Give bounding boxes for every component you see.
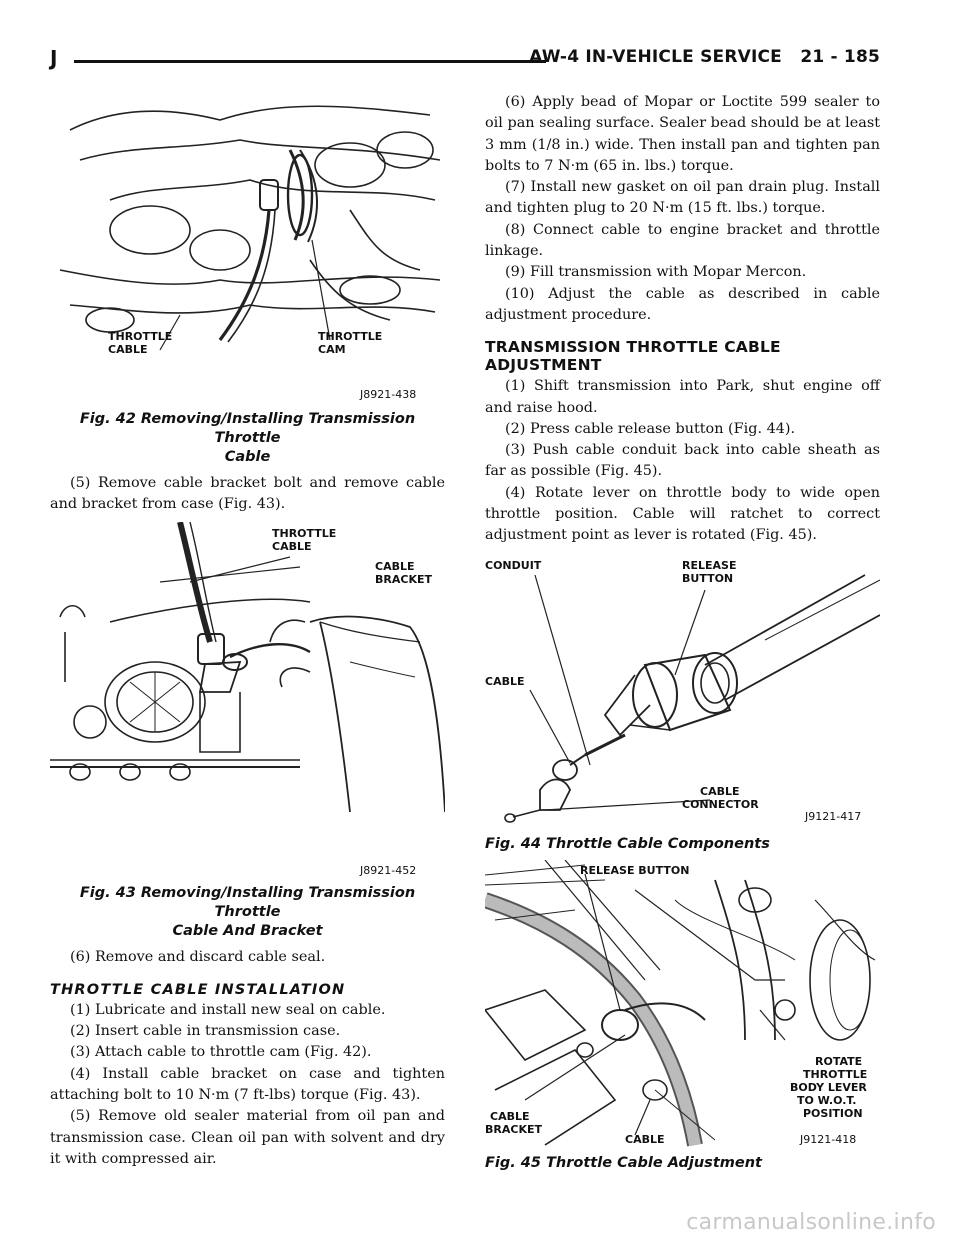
fig44-code: J9121-417 <box>805 809 862 823</box>
fig45-label-position: POSITION <box>803 1106 863 1120</box>
figure-44-caption: Fig. 44 Throttle Cable Components <box>485 835 770 852</box>
fig42-label-cam: CAM <box>318 343 346 356</box>
left-column <box>50 90 445 1170</box>
fig42-caption-line2: Cable <box>224 449 271 465</box>
fig42-label-cable: CABLE <box>108 343 148 356</box>
install-step-7: (7) Install new gasket on oil pan drain plug. Install and tighten plug to 20 N·m (15 ft. lbs.) torque. <box>485 179 880 217</box>
fig45-label-rotate: ROTATE <box>815 1054 863 1068</box>
removal-step-6: (6) Remove and discard cable seal. <box>70 948 326 965</box>
installation-heading: THROTTLE CABLE INSTALLATION <box>50 981 346 998</box>
fig44-label-cable: CABLE <box>485 674 525 688</box>
header-section-title: AW-4 IN-VEHICLE SERVICE <box>529 47 782 67</box>
fig45-label-release-button: RELEASE BUTTON <box>580 863 690 877</box>
fig45-label-cable-1: CABLE <box>490 1109 530 1123</box>
install-step-4: (4) Install cable bracket on case and tighten attaching bolt to 10 N·m (7 ft-lbs) torque (Fig. 43). <box>50 1065 445 1104</box>
figure-42-caption <box>50 410 445 467</box>
install-step-2: (2) Insert cable in transmission case. <box>70 1023 341 1040</box>
figure-43-illustration <box>50 522 445 882</box>
adjust-step-4: (4) Rotate lever on throttle body to wide open throttle position. Cable will ratchet to correct adjustment point as lever is rotated (Fig. 45). <box>485 484 880 544</box>
fig42-label-throttle-2: THROTTLE <box>318 330 383 343</box>
fig45-label-body-lever: BODY LEVER <box>790 1080 867 1094</box>
figure-44-illustration <box>485 555 880 845</box>
fig43-label-bracket: BRACKET <box>375 572 432 586</box>
install-step-5: (5) Remove old sealer material from oil pan and transmission case. Clean oil pan with solvent and dry it with compressed air. <box>50 1108 445 1167</box>
figure-45-caption: Fig. 45 Throttle Cable Adjustment <box>485 1154 762 1171</box>
figure-45 <box>485 860 880 1173</box>
adjust-step-1: (1) Shift transmission into Park, shut engine off and raise hood. <box>485 378 880 416</box>
figure-43-caption <box>50 884 445 941</box>
fig43-label-throttle: THROTTLE <box>272 526 337 540</box>
fig43-label-cable-2: CABLE <box>375 559 415 573</box>
removal-step-5: (5) Remove cable bracket bolt and remove cable and bracket from case (Fig. 43). <box>50 475 445 513</box>
fig45-label-bracket: BRACKET <box>485 1122 542 1136</box>
fig43-code: J8921-452 <box>360 863 417 877</box>
fig42-caption-line1: Fig. 42 Removing/Installing Transmission Throttle <box>79 411 416 446</box>
fig44-label-connector: CONNECTOR <box>682 797 759 811</box>
header-rule <box>74 60 546 63</box>
fig45-code: J9121-418 <box>800 1132 857 1146</box>
fig43-label-cable-1: CABLE <box>272 539 312 553</box>
fig44-label-button: BUTTON <box>682 571 734 585</box>
fig44-label-release: RELEASE <box>682 558 737 572</box>
install-step-1: (1) Lubricate and install new seal on cable. <box>70 1001 386 1018</box>
right-column <box>485 92 880 1179</box>
figure-45-illustration <box>485 860 880 1150</box>
adjustment-heading: TRANSMISSION THROTTLE CABLE ADJUSTMENT <box>485 338 781 375</box>
header-title <box>529 47 880 67</box>
figure-42-illustration <box>50 90 445 408</box>
fig44-label-cable-2: CABLE <box>700 784 740 798</box>
install-step-6: (6) Apply bead of Mopar or Loctite 599 sealer to oil pan sealing surface. Sealer bead should be at least 3 mm (1/8 in.) wide. Then install pan and tighten pan bolts to 7 N·m (65 in. lbs.) torque. <box>485 94 880 174</box>
fig43-caption-line2: Cable And Bracket <box>172 922 323 939</box>
fig45-label-to-wot: TO W.O.T. <box>797 1093 857 1107</box>
install-step-10: (10) Adjust the cable as described in cable adjustment procedure. <box>485 285 880 323</box>
header-page-number: 21 - 185 <box>800 47 880 67</box>
install-step-8: (8) Connect cable to engine bracket and throttle linkage. <box>485 221 880 260</box>
fig45-label-cable-2: CABLE <box>625 1132 665 1146</box>
figure-42-drawing <box>60 106 440 350</box>
fig44-label-conduit: CONDUIT <box>485 558 542 572</box>
figure-44 <box>485 555 880 854</box>
adjust-step-2: (2) Press cable release button (Fig. 44). <box>505 420 796 437</box>
figure-42 <box>50 90 445 467</box>
install-step-3: (3) Attach cable to throttle cam (Fig. 42). <box>70 1044 372 1061</box>
adjust-step-3: (3) Push cable conduit back into cable sheath as far as possible (Fig. 45). <box>485 442 880 480</box>
watermark: carmanualsonline.info <box>686 1210 936 1235</box>
fig43-caption-line1: Fig. 43 Removing/Installing Transmission Throttle <box>79 884 416 920</box>
install-step-9: (9) Fill transmission with Mopar Mercon. <box>505 264 807 281</box>
header-section-letter: J <box>50 46 58 70</box>
figure-43 <box>50 522 445 941</box>
figure-44-drawing <box>505 575 880 822</box>
page-header <box>50 46 880 74</box>
fig45-label-throttle: THROTTLE <box>803 1067 868 1081</box>
fig42-code: J8921-438 <box>360 388 417 401</box>
fig42-label-throttle-1: THROTTLE <box>108 330 173 343</box>
